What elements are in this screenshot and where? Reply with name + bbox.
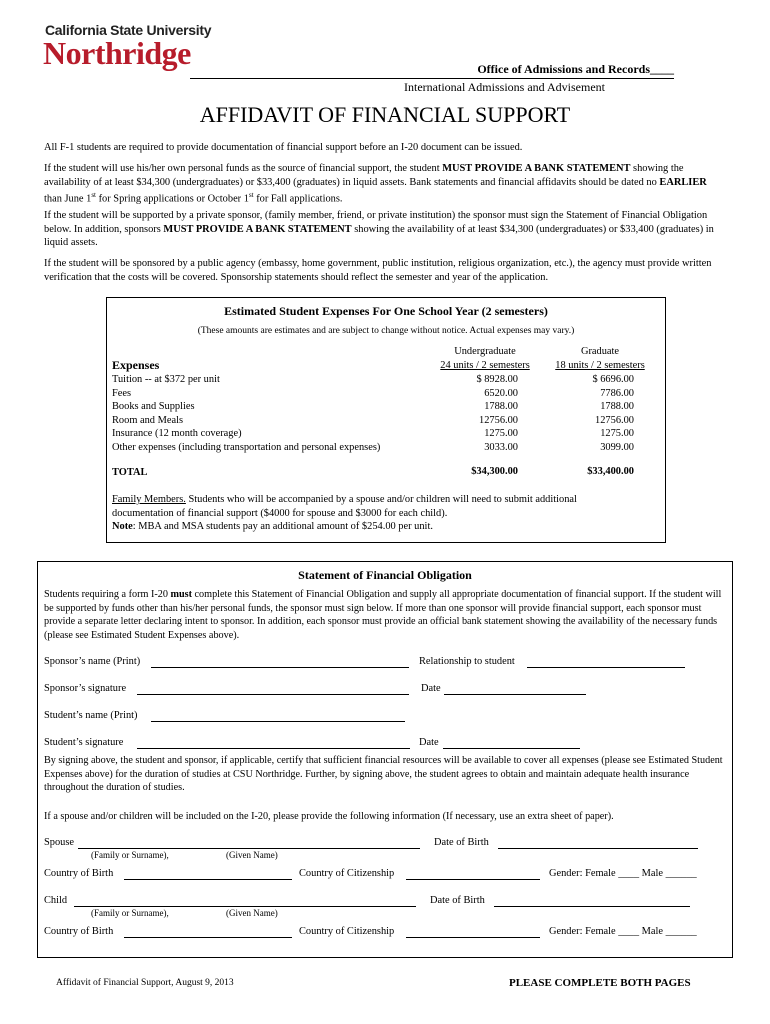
- sponsor-name-field[interactable]: [151, 667, 409, 668]
- p3-bold: MUST PROVIDE A BANK STATEMENT: [163, 223, 352, 235]
- family-text: Students who will be accompanied by a spouse and/or children will need to submit additional documentation of financial support ($4000 for spouse and $3000 for each child).: [112, 494, 577, 519]
- expense-labels: [112, 373, 432, 454]
- spouse-family-hint: (Family or Surname),: [91, 850, 169, 860]
- child-citizenship-label: Country of Citizenship: [299, 926, 395, 937]
- family-members-note: [112, 493, 632, 534]
- family-label: Family Members.: [112, 494, 186, 505]
- page-title: AFFIDAVIT OF FINANCIAL SUPPORT: [199, 102, 571, 127]
- expense-gr-value: $ 6696.00: [592, 374, 634, 385]
- p2-text-2: showing the availability of at least $34,300 (undergraduates) or $33,400 (graduates) in liquid assets. Bank statements and financial affidavits should be dated no: [44, 163, 684, 188]
- spouse-name-field[interactable]: [78, 848, 420, 849]
- student-date-label: Date: [419, 737, 439, 748]
- spouse-dob-field[interactable]: [498, 848, 698, 849]
- spouse-citizenship-field[interactable]: [406, 879, 540, 880]
- p2-sup-2: st: [248, 191, 254, 199]
- expenses-subtitle: (These amounts are estimates and are subject to change without notice. Actual expenses may vary.): [197, 326, 575, 336]
- col-graduate: [545, 345, 655, 372]
- relationship-field[interactable]: [527, 667, 685, 668]
- expense-ug-value: 1788.00: [484, 401, 518, 412]
- expense-row-label: Other expenses (including transportation and personal expenses): [112, 441, 381, 453]
- intro-paragraph-2: [44, 162, 720, 206]
- intro-paragraph-4: If the student will be sponsored by a public agency (embassy, home government, public institution, religious organization, etc.), the agency must provide written verification that the costs will be covered. Sponsorship statements should reflect the semester and year of the application.: [44, 258, 712, 283]
- child-name-field[interactable]: [74, 906, 416, 907]
- expense-gr-value: 3099.00: [600, 441, 634, 453]
- p2-text: If the student will use his/her own personal funds as the source of financial support, the student: [44, 163, 443, 174]
- expense-ug-value: $ 8928.00: [476, 374, 518, 385]
- sponsor-date-label: Date: [421, 683, 441, 694]
- spouse-given-hint: (Given Name): [226, 850, 278, 860]
- p2-bold: MUST PROVIDE A BANK STATEMENT: [442, 163, 631, 174]
- spouse-dob-label: Date of Birth: [434, 837, 489, 848]
- expense-row-label: Fees: [112, 387, 132, 399]
- child-family-hint: (Family or Surname),: [91, 908, 169, 918]
- footer-complete-notice: PLEASE COMPLETE BOTH PAGES: [509, 977, 691, 989]
- expense-ug-value: 3033.00: [484, 441, 518, 453]
- col-ug-line2: 24 units / 2 semesters: [440, 359, 530, 371]
- expense-ug-value: 12756.00: [479, 414, 518, 426]
- intro-paragraph-1: All F-1 students are required to provide documentation of financial support before an I-20 document can be issued.: [44, 142, 523, 153]
- spouse-intro: If a spouse and/or children will be included on the I-20, please provide the following information (If necessary, use an extra sheet of paper).: [44, 811, 614, 822]
- sponsor-signature-label: Sponsor’s signature: [44, 683, 127, 694]
- obl-bold: must: [170, 589, 192, 600]
- student-signature-field[interactable]: [137, 748, 410, 749]
- note-label: Note: [112, 521, 133, 532]
- expense-gr-value: 7786.00: [600, 387, 634, 399]
- spouse-country-birth-label: Country of Birth: [44, 868, 114, 879]
- university-logo-main: Northridge: [43, 35, 191, 71]
- expense-row-label: Insurance (12 month coverage): [112, 428, 242, 439]
- sponsor-signature-field[interactable]: [137, 694, 409, 695]
- expense-gr-values: [536, 373, 634, 454]
- expense-ug-value: 6520.00: [484, 387, 518, 399]
- col-gr-line1: Graduate: [580, 346, 620, 357]
- obl-text-2: complete this Statement of Financial Obligation and supply all appropriate documentation of financial support. If the student will be supported by funds other than his/her personal funds, the sponsor must sign below. If more than one sponsor will provide financial support, each sponsor must provide a separate letter declaring intent to sponsor. In addition, each sponsor must provide an official bank statement showing the availability of the necessary funds (please see Estimated Student Expenses above).: [44, 589, 722, 641]
- col-ug-line1: Undergraduate: [454, 346, 516, 357]
- certify-paragraph: By signing above, the student and sponsor, if applicable, certify that sufficient financial resources will be available to cover all expenses (please see Estimated Student Expenses above) for the duration of studies at CSU Northridge. Further, by signing above, the student agrees to obtain and maintain adequate health insurance throughout the duration of studies.: [44, 755, 723, 793]
- student-name-label: Student’s name (Print): [44, 710, 138, 721]
- p3-text-2: showing the availability of at least $34,300 (undergraduates) or $33,400 (graduates) in liquid assets.: [44, 223, 714, 248]
- total-label: TOTAL: [112, 467, 148, 478]
- student-name-field[interactable]: [151, 721, 405, 722]
- col-undergraduate: [430, 345, 540, 372]
- note-text: : MBA and MSA students pay an additional amount of $254.00 per unit.: [132, 521, 433, 532]
- child-country-birth-label: Country of Birth: [44, 926, 114, 937]
- child-dob-field[interactable]: [494, 906, 690, 907]
- p2-text-3: than June 1: [44, 193, 92, 205]
- expense-row-label: Room and Meals: [112, 414, 183, 426]
- department-line: International Admissions and Advisement: [404, 80, 605, 94]
- spouse-citizenship-label: Country of Citizenship: [299, 868, 395, 879]
- expense-row-label: Tuition -- at $372 per unit: [112, 374, 220, 385]
- spouse-country-birth-field[interactable]: [124, 879, 292, 880]
- total-gr: $33,400.00: [587, 466, 634, 477]
- expense-gr-value: 12756.00: [595, 414, 634, 426]
- expenses-title: Estimated Student Expenses For One School Year (2 semesters): [224, 304, 548, 318]
- expense-row-label: Books and Supplies: [112, 401, 195, 412]
- child-given-hint: (Given Name): [226, 908, 278, 918]
- sponsor-name-label: Sponsor’s name (Print): [44, 656, 141, 667]
- obligation-title: Statement of Financial Obligation: [298, 568, 472, 582]
- student-signature-label: Student’s signature: [44, 737, 124, 748]
- total-ug: $34,300.00: [471, 466, 518, 477]
- obl-text: Students requiring a form I-20: [44, 589, 171, 600]
- col-gr-line2: 18 units / 2 semesters: [555, 359, 645, 371]
- child-country-birth-field[interactable]: [124, 937, 292, 938]
- office-line: Office of Admissions and Records____: [190, 62, 674, 79]
- p2-text-5: for Fall applications.: [253, 193, 343, 205]
- sponsor-date-field[interactable]: [444, 694, 586, 695]
- relationship-label: Relationship to student: [419, 656, 515, 667]
- p2-sup: st: [91, 191, 96, 199]
- p2-bold-2: EARLIER: [659, 176, 707, 188]
- student-date-field[interactable]: [443, 748, 580, 749]
- p2-text-4: for Spring applications or October 1: [96, 193, 249, 205]
- spouse-gender[interactable]: Gender: Female ____ Male ______: [549, 868, 697, 879]
- university-logo-top: California State University: [45, 22, 212, 38]
- child-dob-label: Date of Birth: [430, 895, 485, 906]
- expenses-label-header: Expenses: [112, 358, 160, 372]
- p3-text: If the student will be supported by a private sponsor, (family member, friend, or private institution) the sponsor must sign the Statement of Financial Obligation below. In addition, sponsors: [44, 210, 708, 235]
- expense-gr-value: 1788.00: [600, 401, 634, 412]
- intro-paragraph-3: [44, 209, 720, 250]
- child-label: Child: [44, 895, 68, 906]
- expense-ug-values: [420, 373, 518, 454]
- child-gender[interactable]: Gender: Female ____ Male ______: [549, 926, 697, 937]
- obligation-paragraph: [44, 588, 722, 642]
- child-citizenship-field[interactable]: [406, 937, 540, 938]
- spouse-label: Spouse: [44, 837, 75, 848]
- footer-document-info: Affidavit of Financial Support, August 9, 2013: [56, 978, 234, 988]
- expense-gr-value: 1275.00: [600, 428, 634, 439]
- expense-ug-value: 1275.00: [484, 428, 518, 439]
